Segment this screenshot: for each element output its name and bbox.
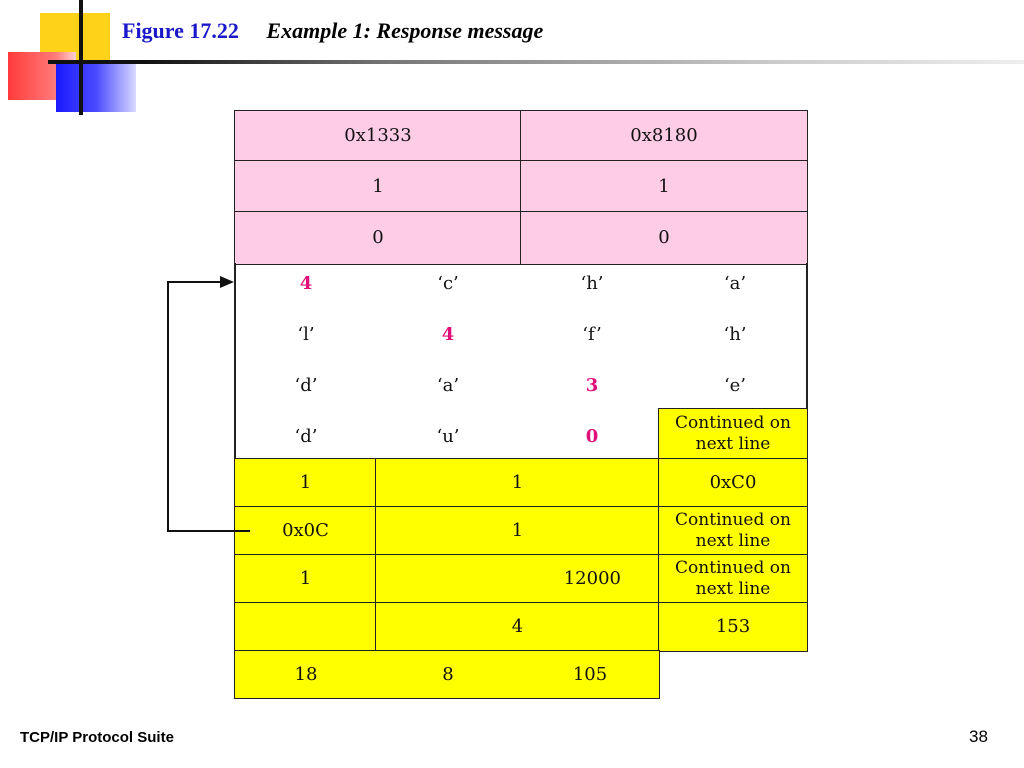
query-cell: ‘e’: [723, 375, 747, 397]
continued-note: Continued on next line: [658, 506, 808, 556]
answer-cell: 12000: [375, 554, 660, 604]
query-cell: ‘u’: [436, 426, 460, 448]
cell-question-count: 1: [234, 160, 522, 213]
cell-flags: 0x8180: [520, 110, 808, 162]
answer-cell: 18: [294, 663, 318, 685]
logo-blue-bar: [56, 60, 136, 112]
continued-note: Continued on next line: [658, 408, 808, 460]
answer-cell: 1: [234, 554, 377, 604]
continued-note: Continued on next line: [658, 554, 808, 604]
figure-caption: Example 1: Response message: [266, 18, 544, 43]
query-cell: ‘h’: [580, 273, 604, 295]
query-cell: ‘d’: [294, 375, 318, 397]
answer-cell: 1: [375, 458, 660, 508]
query-cell: ‘a’: [436, 375, 460, 397]
query-cell: ‘h’: [723, 324, 747, 346]
query-cell: ‘d’: [294, 426, 318, 448]
answer-cell: 0xC0: [658, 458, 808, 508]
answer-cell: 0x0C: [234, 506, 377, 556]
query-cell: ‘c’: [437, 273, 459, 295]
query-cell: ‘f’: [582, 324, 602, 346]
logo-vertical-line: [79, 0, 83, 115]
query-cell: 4: [299, 273, 313, 295]
query-cell: 0: [585, 426, 599, 448]
answer-cell: 4: [375, 602, 660, 652]
query-cell: ‘l’: [297, 324, 315, 346]
answer-cell: 1: [375, 506, 660, 556]
answer-cell: 8: [442, 663, 454, 685]
cell-additional-count: 0: [520, 211, 808, 265]
figure-label: Figure 17.22: [122, 18, 239, 43]
page-number: 38: [969, 727, 988, 746]
query-cell: ‘a’: [723, 273, 747, 295]
answer-cell: 105: [572, 663, 608, 685]
pointer-arrow: [150, 270, 250, 540]
cell-identification: 0x1333: [234, 110, 522, 162]
cell-answer-count: 1: [520, 160, 808, 213]
query-cell: 4: [441, 324, 455, 346]
cell-authority-count: 0: [234, 211, 522, 265]
page-title: [122, 18, 543, 44]
query-cell: 3: [585, 375, 599, 397]
query-right-border: [806, 263, 808, 410]
footer-suite: TCP/IP Protocol Suite: [20, 729, 174, 746]
answer-cell: 1: [234, 458, 377, 508]
title-underline: [48, 60, 1024, 64]
arrow-head-icon: [220, 276, 234, 288]
answer-cell-empty: [234, 602, 377, 652]
answer-cell: 153: [658, 602, 808, 652]
